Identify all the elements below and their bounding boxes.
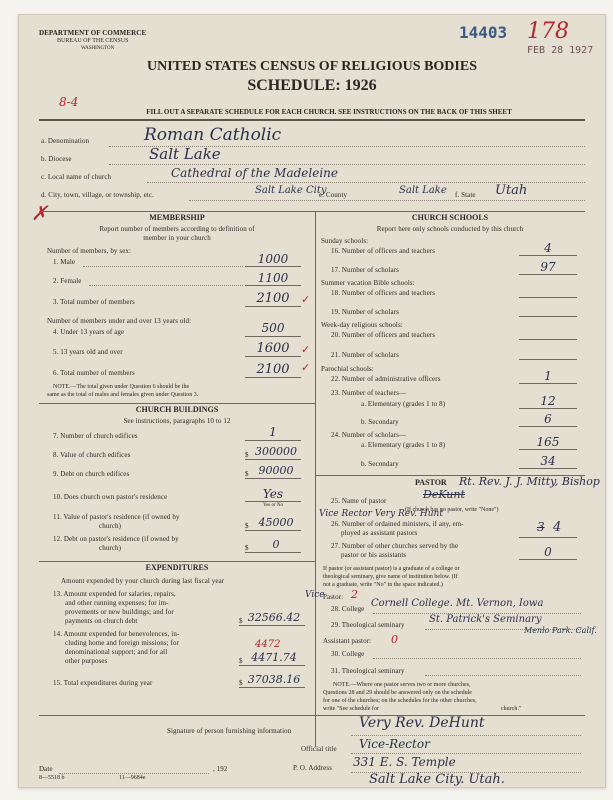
denomination-value: Roman Catholic <box>144 125 282 145</box>
male-dots <box>83 266 243 267</box>
pastor-note-1: NOTE.—Where one pastor serves two or more churches, <box>333 682 471 688</box>
local-name-value: Cathedral of the Madeleine <box>171 166 338 180</box>
pastor-note-3: for one of the churches; on the schedules for the other churches, <box>323 698 477 704</box>
item13-line2: and other running expenses; for im- <box>65 599 169 607</box>
item14-line1: 14. Amount expended for benevolences, in- <box>53 630 180 638</box>
edifices-label: 7. Number of church edifices <box>53 432 138 440</box>
red-check-2: ✓ <box>301 344 311 356</box>
owns-residence-label: 10. Does church own pastor's residence <box>53 493 168 501</box>
owns-residence-value: Yes <box>262 487 284 501</box>
footer-rule <box>39 715 585 716</box>
q17-value: 97 <box>540 260 556 274</box>
residence-debt-amount: 0 <box>272 538 280 551</box>
under-13-label: 4. Under 13 years of age <box>53 328 125 336</box>
red-check-1: ✓ <box>301 294 311 306</box>
item15-amount-line <box>239 687 305 688</box>
q29-value-2: Menlo Park. Calif. <box>524 626 597 635</box>
date-line <box>59 773 209 774</box>
membership-heading: MEMBERSHIP <box>149 213 205 222</box>
q18-line <box>519 297 577 298</box>
membership-intro-1: Report number of members according to definition of <box>99 225 255 233</box>
edifice-value-line <box>245 459 301 460</box>
residence-value-amount: 45000 <box>258 516 294 529</box>
official-title-value: Vice-Rector <box>359 737 430 751</box>
item14-red-correction: 4472 <box>255 639 281 650</box>
graduate-note-2: theological seminary, give name of institution below. (If <box>323 574 458 580</box>
over-13-label: 5. 13 years old and over <box>53 348 123 356</box>
summer-schools-label: Summer vacation Bible schools: <box>321 279 415 287</box>
pastor-name-struck: DeKunt <box>423 488 465 501</box>
membership-note-1: NOTE.—The total given under Question 6 should be the <box>53 384 190 390</box>
under-13-value: 500 <box>261 321 285 335</box>
column-divider <box>315 211 316 747</box>
edifice-value-amount: 300000 <box>255 445 297 458</box>
edifice-value-label: 8. Value of church edifices <box>53 451 131 459</box>
total-members-value: 2100 <box>256 291 290 306</box>
buildings-rule <box>39 403 315 404</box>
graduate-note-3: not a graduate, write "No" in the space indicated.) <box>323 582 443 588</box>
item14-line4: other purposes <box>65 657 108 665</box>
signature-label: Signature of person furnishing information <box>167 727 292 735</box>
handwritten-number: 178 <box>527 19 569 44</box>
red-check-3: ✓ <box>301 362 311 374</box>
pastor-sub-label: Pastor: <box>323 593 344 601</box>
date-year: , 192 <box>213 765 228 773</box>
place-label: d. City, town, village, or township, etc. <box>41 191 154 199</box>
q31-line <box>425 675 581 676</box>
pastor-note-2: Questions 28 and 29 should be answered only on the schedule <box>323 690 472 696</box>
q20-label: 20. Number of officers and teachers <box>331 331 436 339</box>
q19-line <box>519 316 577 317</box>
department-label: DEPARTMENT OF COMMERCE <box>39 29 147 37</box>
residence-value-label-1: 11. Value of pastor's residence (if owned by <box>53 513 180 521</box>
item13-line4: payments on church debt <box>65 617 138 625</box>
item14-amount-line <box>239 665 305 666</box>
q27-line2: pastor or his assistants <box>341 551 407 559</box>
signature-line <box>351 735 581 736</box>
q25-label: 25. Name of pastor <box>331 497 387 505</box>
by-sex-label: Number of members, by sex: <box>47 247 132 255</box>
print-number: 11—9684e <box>119 775 146 781</box>
vice-label: Vice <box>305 590 325 600</box>
expenditures-heading: EXPENDITURES <box>145 563 209 572</box>
parochial-schools-label: Parochial schools: <box>321 365 374 373</box>
q22-value: 1 <box>544 369 552 383</box>
q29-label: 29. Theological seminary <box>331 621 405 629</box>
form-title: UNITED STATES CENSUS OF RELIGIOUS BODIES <box>146 59 477 74</box>
local-name-label: c. Local name of church <box>41 173 112 181</box>
q26-value: 4 <box>553 520 562 535</box>
po-address-value-1: 331 E. S. Temple <box>353 755 456 769</box>
residence-debt-label-2: church) <box>99 544 122 552</box>
q24a-line <box>519 449 577 450</box>
schedule-title: SCHEDULE: 1926 <box>247 77 377 94</box>
over-13-value: 1600 <box>256 341 290 356</box>
header-rule <box>39 119 585 121</box>
margin-note: 8-4 <box>59 95 79 109</box>
weekday-schools-label: Week-day religious schools: <box>321 321 403 329</box>
female-line <box>245 285 301 286</box>
q24b-line <box>519 468 577 469</box>
under-13-line <box>245 336 301 337</box>
edifices-line <box>245 440 301 441</box>
item13-line1: 13. Amount expended for salaries, repairs, <box>53 590 176 598</box>
residence-value-label-2: church) <box>99 522 122 530</box>
owns-residence-line <box>245 501 301 502</box>
q29-value: St. Patrick's Seminary <box>429 614 542 625</box>
schools-intro: Report here only schools conducted by this church <box>376 225 524 233</box>
pastor-red-mark: 2 <box>351 588 358 601</box>
pastor-name-value: Rt. Rev. J. J. Mitty, Bishop <box>459 475 600 488</box>
q24a-value: 165 <box>536 435 560 449</box>
expenditures-rule <box>39 561 315 562</box>
state-label: f. State <box>455 191 476 199</box>
item15-amount: 37038.16 <box>247 673 301 686</box>
q18-label: 18. Number of officers and teachers <box>331 289 436 297</box>
q23b-value: 6 <box>544 412 552 426</box>
residence-value-line <box>245 530 301 531</box>
po-address-label: P. O. Address <box>293 764 333 772</box>
q20-line <box>519 339 577 340</box>
item14-amount: 4471.74 <box>251 651 297 664</box>
over-13-line <box>245 356 301 357</box>
q16-label: 16. Number of officers and teachers <box>331 247 436 255</box>
q31-label: 31. Theological seminary <box>331 667 405 675</box>
section-rule-top <box>39 211 585 212</box>
q26-struck-value: 3 <box>537 520 545 534</box>
vice-rector-note: Vice Rector Very Rev. Hunt <box>319 509 443 519</box>
total-members-label: 3. Total number of members <box>53 298 135 306</box>
official-title-label: Official title <box>301 745 337 753</box>
dollar-sign-13: $ <box>239 617 243 625</box>
assistant-sub-label: Assistant pastor: <box>323 637 372 645</box>
q23a-value: 12 <box>540 394 556 408</box>
item14-line2: cluding home and foreign missions; for <box>65 639 180 647</box>
pastor-note-4: write "See schedule for <box>323 706 379 712</box>
schools-heading: CHURCH SCHOOLS <box>411 213 489 222</box>
city-label: WASHINGTON <box>81 46 115 51</box>
county-label: e. County <box>319 191 348 199</box>
female-dots <box>89 285 243 286</box>
female-value: 1100 <box>257 271 289 285</box>
diocese-label: b. Diocese <box>41 155 72 163</box>
q30-line <box>373 658 581 659</box>
male-value: 1000 <box>257 252 289 266</box>
q25-hint: (If church has no pastor, write "None") <box>405 507 499 513</box>
q27-value: 0 <box>544 545 552 559</box>
assistant-red-mark: 0 <box>391 633 398 646</box>
bureau-label: BUREAU OF THE CENSUS <box>57 38 129 44</box>
graduate-note-1: If pastor (or assistant pastor) is a graduate of a college or <box>323 566 460 572</box>
county-value: Salt Lake <box>399 185 447 196</box>
item13-line3: provements or new buildings; and for <box>65 608 174 616</box>
q21-label: 21. Number of scholars <box>331 351 399 359</box>
pastor-note-5: church." <box>501 706 522 712</box>
dollar-sign-8: $ <box>245 451 249 459</box>
male-line <box>245 266 301 267</box>
q26-line <box>519 537 577 538</box>
age-heading: Number of members under and over 13 years old: <box>47 317 192 325</box>
total-6-value: 2100 <box>256 362 290 377</box>
po-address-value-2: Salt Lake City. Utah. <box>369 772 505 787</box>
q24b-value: 34 <box>540 454 556 468</box>
q22-label: 22. Number of administrative officers <box>331 375 441 383</box>
pastor-heading: PASTOR <box>415 478 447 487</box>
place-line <box>189 200 585 201</box>
red-margin-mark: ✗ <box>31 201 48 225</box>
edifice-debt-line <box>245 478 301 479</box>
dollar-sign-9: $ <box>245 470 249 478</box>
separate-schedule-instruction: FILL OUT A SEPARATE SCHEDULE FOR EACH CHURCH. SEE INSTRUCTIONS ON THE BACK OF THIS SHEET <box>146 108 512 116</box>
date-label: Date <box>39 765 53 773</box>
buildings-sub: See instructions, paragraphs 10 to 12 <box>123 417 231 425</box>
q17-label: 17. Number of scholars <box>331 266 399 274</box>
sunday-schools-label: Sunday schools: <box>321 237 369 245</box>
buildings-heading: CHURCH BUILDINGS <box>135 405 219 414</box>
dollar-sign-15: $ <box>239 679 243 687</box>
census-form-sheet <box>18 14 606 788</box>
total-6-label: 6. Total number of members <box>53 369 135 377</box>
q24b-label: b. Secondary <box>361 460 399 468</box>
edifice-debt-amount: 90000 <box>258 464 294 477</box>
expenditures-intro: Amount expended by your church during last fiscal year <box>61 577 225 585</box>
q27-line1: 27. Number of other churches served by the <box>331 542 459 550</box>
q23a-line <box>519 408 577 409</box>
dollar-sign-11: $ <box>245 522 249 530</box>
q16-value: 4 <box>544 241 552 255</box>
total-line <box>245 306 301 307</box>
q19-label: 19. Number of scholars <box>331 308 399 316</box>
diocese-line <box>109 164 585 165</box>
diocese-value: Salt Lake <box>149 145 221 163</box>
item14-line3: denominational support; and for all <box>65 648 168 656</box>
q26-line1: 26. Number of ordained ministers, if any, em- <box>331 520 464 528</box>
denomination-label: a. Denomination <box>41 137 90 145</box>
dollar-sign-12: $ <box>245 544 249 552</box>
residence-debt-line <box>245 552 301 553</box>
state-value: Utah <box>495 183 528 198</box>
dollar-sign-14: $ <box>239 657 243 665</box>
q23b-label: b. Secondary <box>361 418 399 426</box>
item13-amount: 32566.42 <box>247 611 301 624</box>
item15-label: 15. Total expenditures during year <box>53 679 153 687</box>
residence-debt-label-1: 12. Debt on pastor's residence (if owned by <box>53 535 179 543</box>
official-title-line <box>351 753 581 754</box>
membership-note-2: same as the total of males and females given under Question 3. <box>47 392 199 398</box>
item13-amount-line <box>239 625 305 626</box>
q21-line <box>519 359 577 360</box>
total-6-line <box>245 377 301 378</box>
q23b-line <box>519 426 577 427</box>
place-value: Salt Lake City <box>255 185 327 196</box>
q23-label: 23. Number of teachers— <box>331 389 406 397</box>
q17-line <box>519 274 577 275</box>
q28-value: Cornell College. Mt. Vernon, Iowa <box>371 598 544 609</box>
male-label: 1. Male <box>53 258 76 266</box>
edifices-value: 1 <box>269 425 277 439</box>
membership-intro-2: member in your church <box>143 234 211 242</box>
q27-line <box>519 559 577 560</box>
female-label: 2. Female <box>53 277 82 285</box>
q24-label: 24. Number of scholars— <box>331 431 407 439</box>
signature-value: Very Rev. DeHunt <box>359 715 485 731</box>
q16-line <box>519 255 577 256</box>
q30-label: 30. College <box>331 650 365 658</box>
q23a-label: a. Elementary (grades 1 to 8) <box>361 400 446 408</box>
q28-label: 28. College <box>331 605 365 613</box>
stamp-number: 14403 <box>459 23 508 42</box>
edifice-debt-label: 9. Debt on church edifices <box>53 470 130 478</box>
yes-no-hint: Yes or No <box>262 503 284 508</box>
q22-line <box>519 383 577 384</box>
q24a-label: a. Elementary (grades 1 to 8) <box>361 441 446 449</box>
received-date-stamp: FEB 28 1927 <box>527 45 594 56</box>
q26-line2: ployed as assistant pastors <box>341 529 418 537</box>
form-number: 8—5518 b <box>39 775 65 781</box>
